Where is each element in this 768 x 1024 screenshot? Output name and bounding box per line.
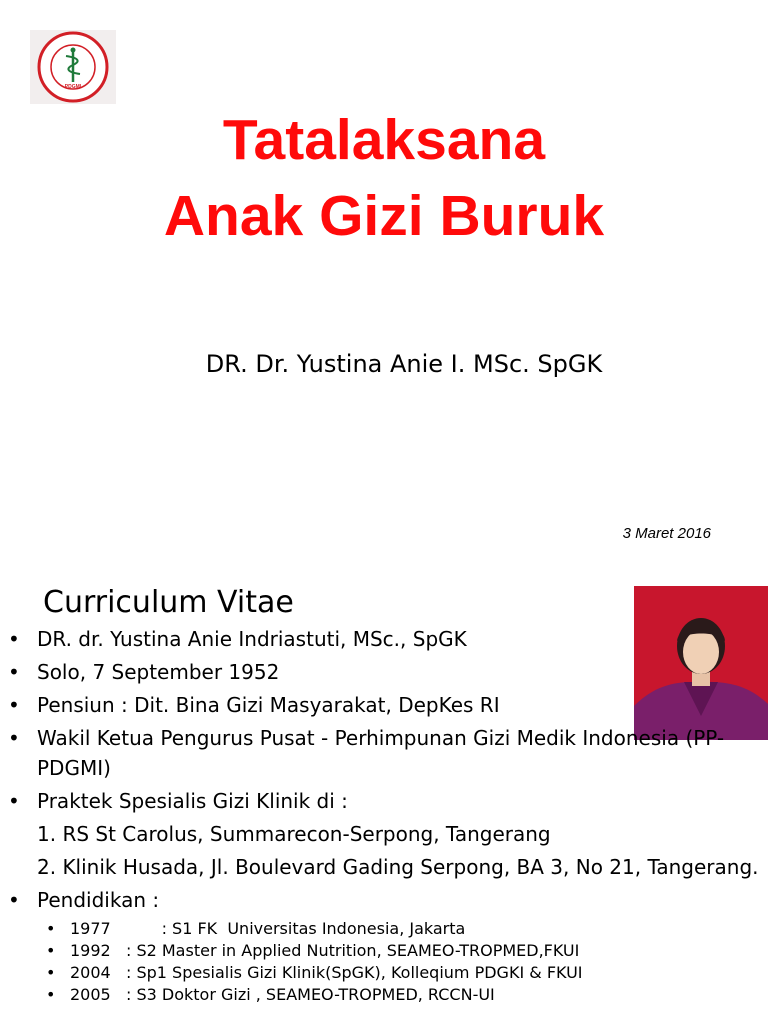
title-line-2: Anak Gizi Buruk (163, 184, 605, 248)
pdgmi-logo (30, 30, 116, 104)
svg-text:PDGMI: PDGMI (64, 84, 82, 90)
cv-item-birth: • Solo, 7 September 1952 (0, 657, 768, 687)
cv-list (0, 624, 768, 1006)
practice-location-1: 1. RS St Carolus, Summarecon-Serpong, Tangerang (37, 822, 551, 846)
title-line-1: Tatalaksana (222, 108, 546, 172)
education-list (0, 918, 768, 1006)
cv-item-position: • Wakil Ketua Pengurus Pusat - Perhimpunan Gizi Medik Indonesia (PP-PDGMI) (0, 723, 768, 783)
cv-item-retirement: • Pensiun : Dit. Bina Gizi Masyarakat, DepKes RI (0, 690, 768, 720)
education-item: • 2004 : Sp1 Spesialis Gizi Klinik(SpGK), Kolleqium PDGKI & FKUI (0, 962, 768, 984)
presentation-date: 3 Maret 2016 (622, 525, 711, 542)
cv-item-education: • Pendidikan : (0, 885, 768, 915)
author-name: DR. Dr. Yustina Anie I. MSc. SpGK (205, 350, 603, 378)
cv-heading: Curriculum Vitae (43, 585, 294, 620)
slide-title (0, 102, 768, 254)
cv-item-practice: • Praktek Spesialis Gizi Klinik di : (0, 786, 768, 816)
practice-location-2: 2. Klinik Husada, Jl. Boulevard Gading Serpong, BA 3, No 21, Tangerang. (37, 855, 759, 879)
education-item: • 1977 : S1 FK Universitas Indonesia, Jakarta (0, 918, 768, 940)
education-item: • 2005 : S3 Doktor Gizi , SEAMEO-TROPMED, RCCN-UI (0, 984, 768, 1006)
cv-item-name: • DR. dr. Yustina Anie Indriastuti, MSc., SpGK (0, 624, 768, 654)
education-item: • 1992 : S2 Master in Applied Nutrition, SEAMEO-TROPMED,FKUI (0, 940, 768, 962)
cv-slide (0, 572, 768, 1024)
